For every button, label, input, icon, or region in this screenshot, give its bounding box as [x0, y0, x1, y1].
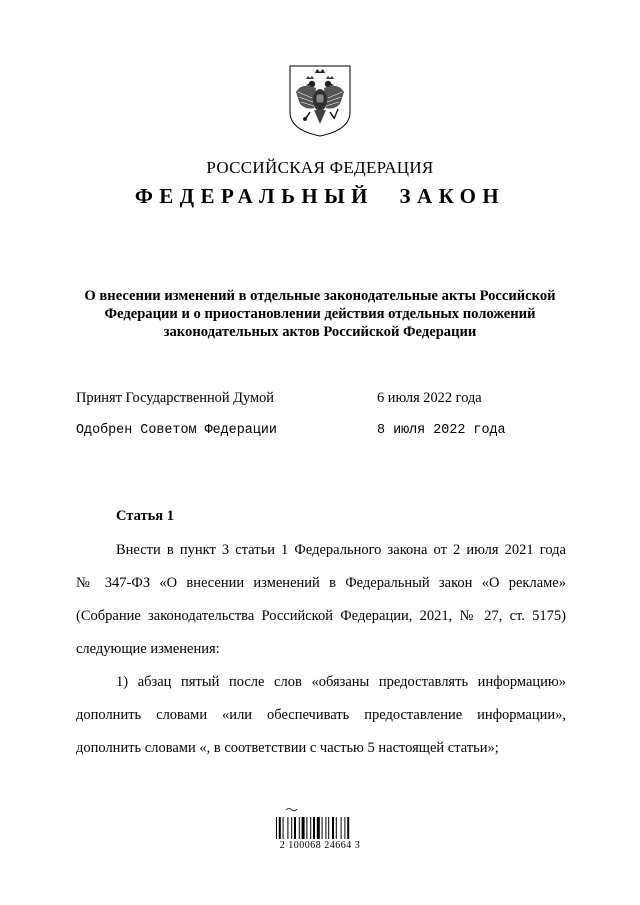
body-line: (Собрание законодательства Российской Федерации, 2021, № 27, ст. 5175): [76, 608, 566, 624]
barcode-bar: [287, 817, 288, 839]
barcode-bar: [291, 817, 292, 839]
barcode-bar: [332, 817, 334, 839]
body-line: Внести в пункт 3 статьи 1 Федерального закона от 2 июля 2021 года: [116, 542, 566, 558]
barcode-bar: [322, 817, 323, 839]
barcode-bar: [344, 817, 345, 839]
country-name: РОССИЙСКАЯ ФЕДЕРАЦИЯ: [206, 158, 434, 177]
barcode-number: 2 100068 24664 3: [279, 840, 361, 851]
barcode-bar: [328, 817, 329, 839]
body-line: дополнить словами «или обеспечивать предоставление информации»,: [76, 707, 566, 723]
article-body: [76, 540, 566, 771]
barcode-bar: [336, 817, 337, 839]
article-heading: Статья 1: [116, 508, 174, 524]
barcode-bar: [310, 817, 311, 839]
barcode-bar: [283, 817, 284, 839]
russian-coat-of-arms-icon: [288, 64, 352, 138]
barcode-bar: [294, 817, 296, 839]
body-line: дополнить словами «, в соответствии с частью 5 настоящей статьи»;: [76, 740, 499, 756]
barcode-icon: [272, 808, 368, 840]
barcode-bar: [276, 817, 277, 839]
body-line: № 347-ФЗ «О внесении изменений в Федеральный закон «О рекламе»: [76, 575, 566, 591]
barcode-bar: [302, 817, 305, 839]
adoption-date: 6 июля 2022 года: [377, 390, 482, 406]
barcode-bar: [313, 817, 315, 839]
barcode-bar: [347, 817, 349, 839]
body-line: 1) абзац пятый после слов «обязаны предоставлять информацию»: [116, 674, 566, 690]
law-title: О внесении изменений в отдельные законодательные акты Российской Федерации и о приостановлении действия отдельных положений законодательных актов Российской Федерации: [84, 288, 556, 340]
barcode-bar: [306, 817, 307, 839]
barcode-bar: [325, 817, 326, 839]
barcode-bar: [279, 817, 281, 839]
coat-of-arms-emblem: [288, 64, 352, 138]
barcode-bar: [341, 817, 342, 839]
barcode-bar: [299, 817, 300, 839]
adoption-label: Одобрен Советом Федерации: [76, 423, 277, 438]
body-line: следующие изменения:: [76, 641, 220, 657]
barcode-bar: [317, 817, 320, 839]
adoption-label: Принят Государственной Думой: [76, 390, 274, 406]
document-type: ФЕДЕРАЛЬНЫЙ ЗАКОН: [134, 184, 506, 208]
adoption-date: 8 июля 2022 года: [377, 423, 506, 438]
